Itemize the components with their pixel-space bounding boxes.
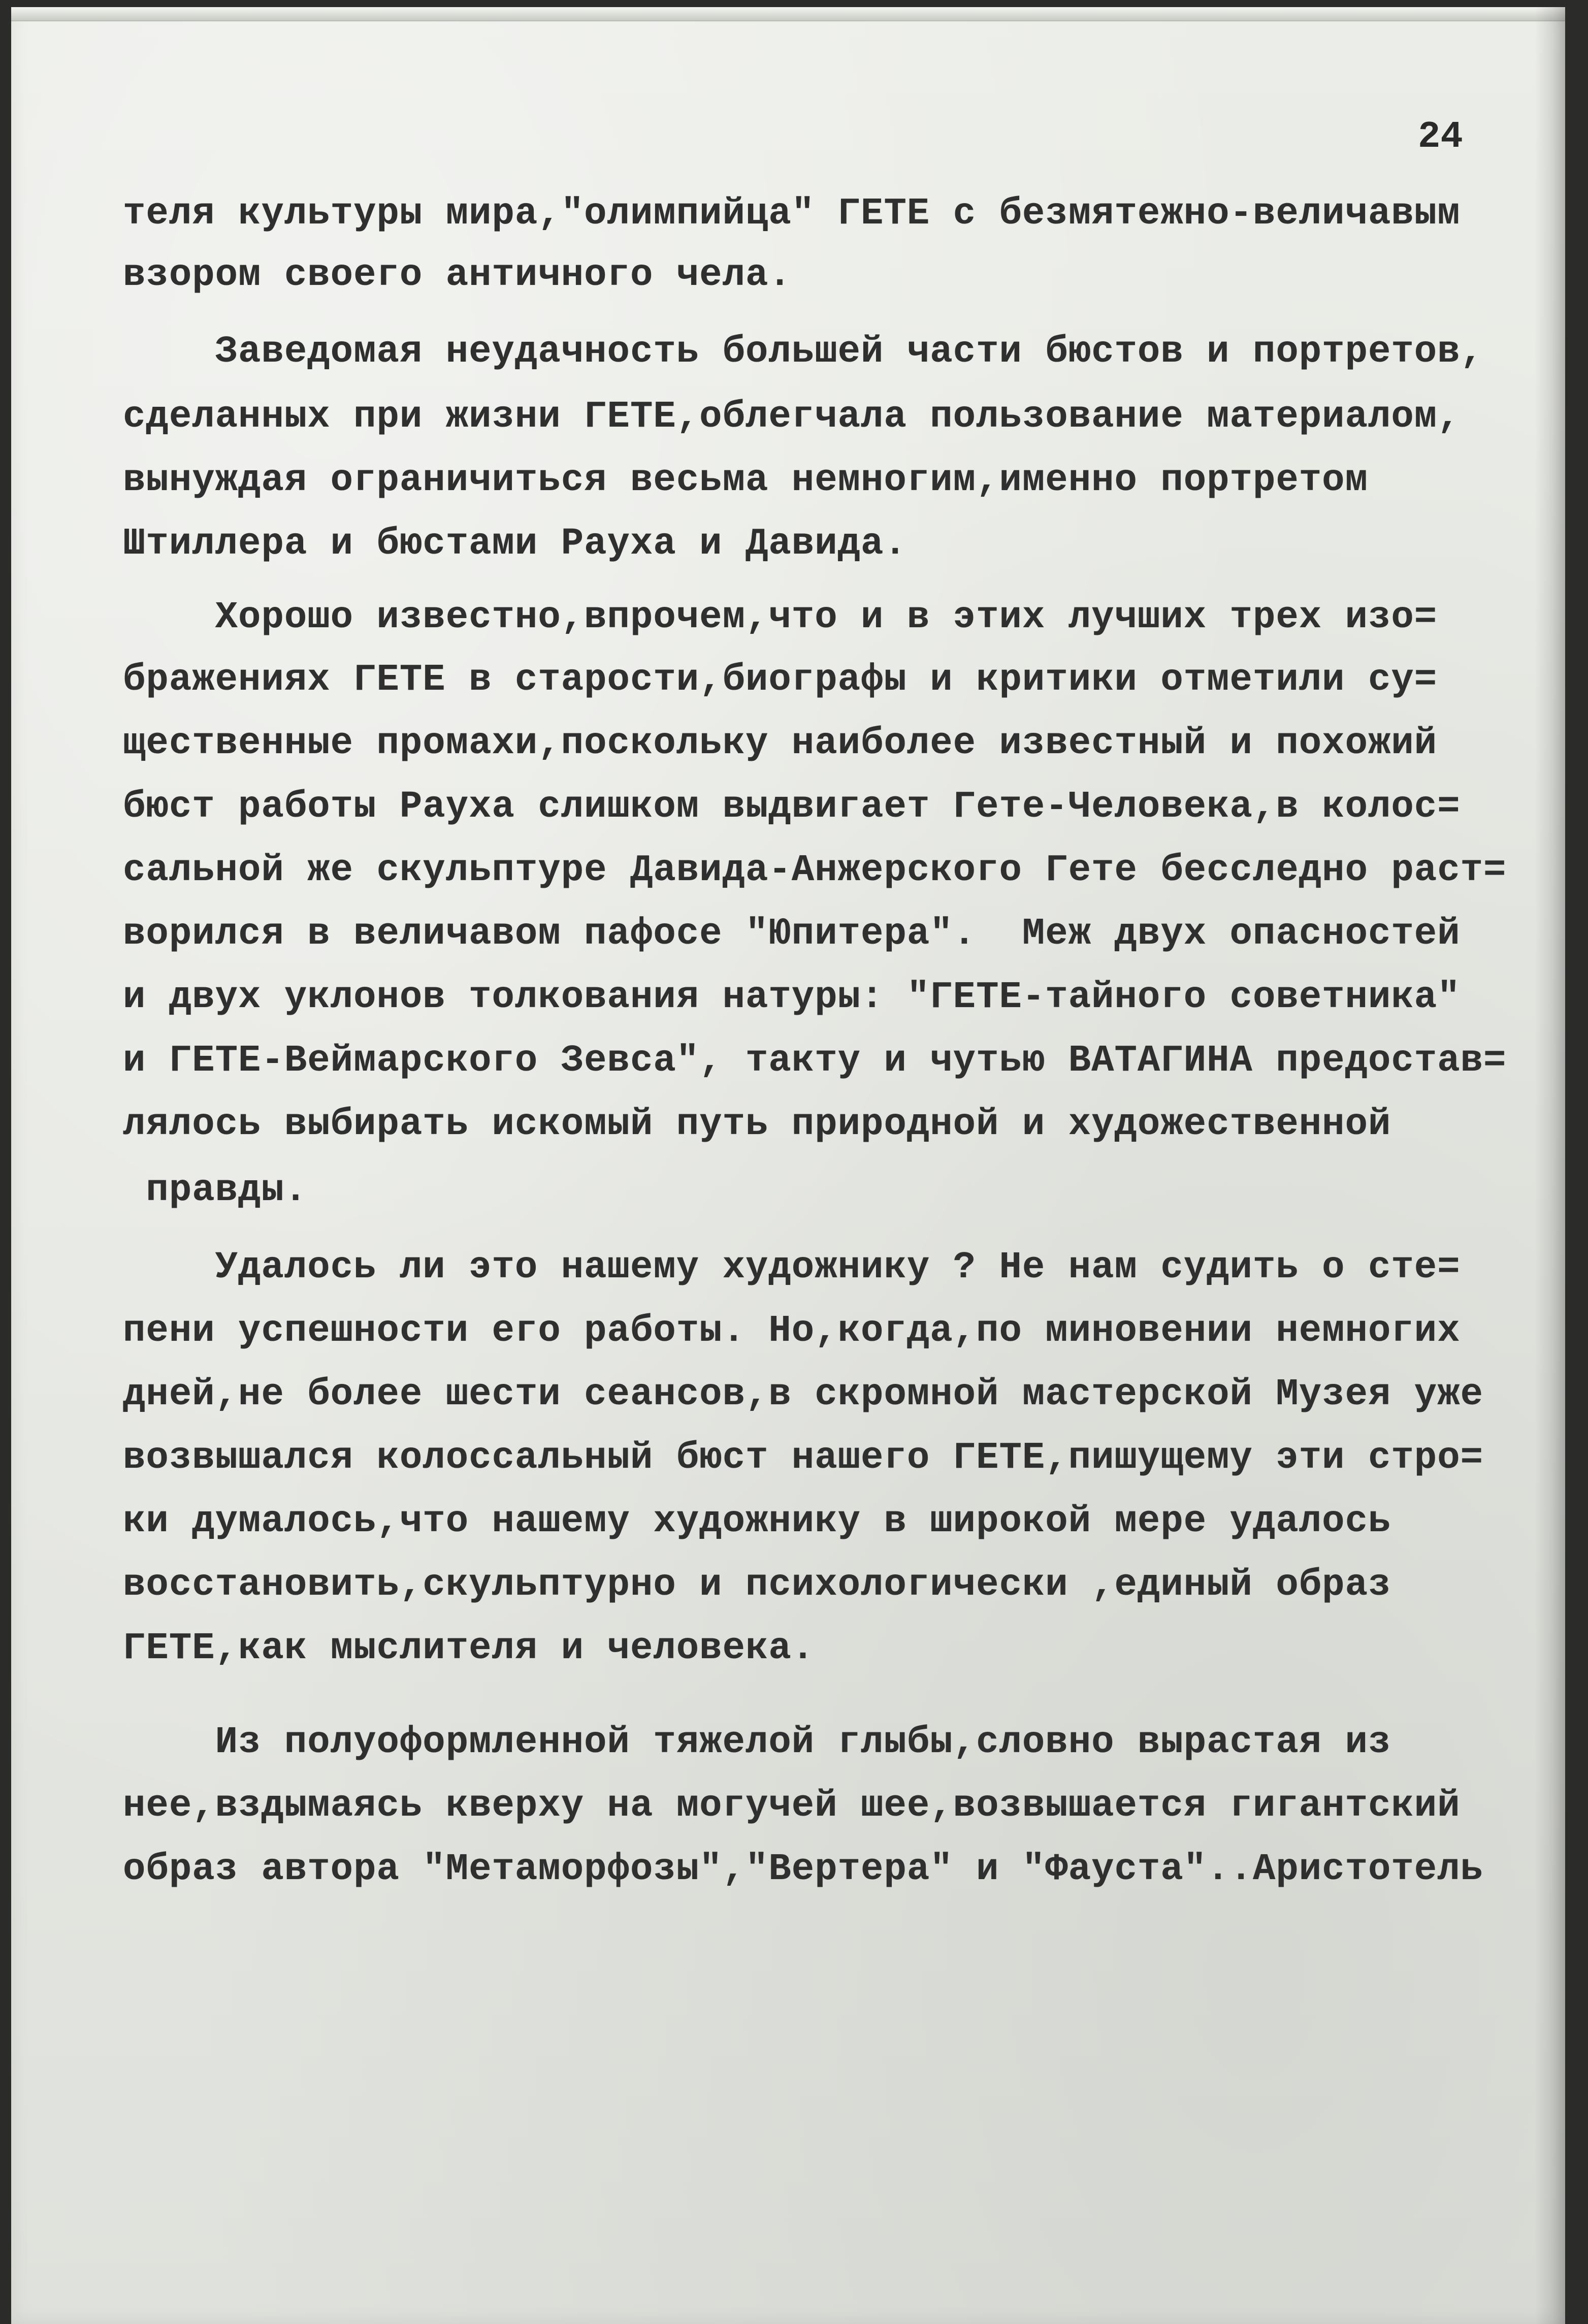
text-line: ГЕТЕ,как мыслителя и человека. <box>123 1627 815 1670</box>
text-line: взором своего античного чела. <box>123 254 792 297</box>
text-line: образ автора "Метаморфозы","Вертера" и "Фауста"..Аристотель <box>123 1848 1484 1891</box>
text-line: вынуждая ограничиться весьма немногим,именно портретом <box>123 459 1368 502</box>
page-number: 24 <box>1418 116 1463 158</box>
page-right-shadow <box>1535 7 1565 2324</box>
page-top-edge <box>11 7 1565 21</box>
text-line: возвышался колоссальный бюст нашего ГЕТЕ,пишущему эти стро= <box>123 1437 1484 1479</box>
text-line: правды. <box>123 1169 308 1212</box>
text-line: ворился в величавом пафосе "Юпитера". Меж двух опасностей <box>123 913 1461 955</box>
text-line: ки думалось,что нашему художнику в широкой мере удалось <box>123 1500 1391 1543</box>
text-line: пени успешности его работы. Но,когда,по миновении немногих <box>123 1310 1461 1352</box>
text-line: Удалось ли это нашему художнику ? Не нам судить о сте= <box>123 1246 1461 1289</box>
text-line: теля культуры мира,"олимпийца" ГЕТЕ с безмятежно-величавым <box>123 192 1461 235</box>
text-line: и ГЕТЕ-Веймарского Зевса", такту и чутью ВАТАГИНА предостав= <box>123 1040 1507 1082</box>
text-line: Заведомая неудачность большей части бюстов и портретов, <box>123 331 1484 373</box>
text-line: лялось выбирать искомый путь природной и художественной <box>123 1103 1391 1146</box>
text-line: Из полуоформленной тяжелой глыбы,словно вырастая из <box>123 1721 1391 1764</box>
text-line: щественные промахи,поскольку наиболее известный и похожий <box>123 722 1438 765</box>
text-line: бюст работы Рауха слишком выдвигает Гете-Человека,в колос= <box>123 786 1461 828</box>
typewritten-page <box>11 7 1565 2324</box>
text-line: и двух уклонов толкования натуры: "ГЕТЕ-тайного советника" <box>123 976 1461 1019</box>
text-line: Хорошо известно,впрочем,что и в этих лучших трех изо= <box>123 596 1438 639</box>
text-line: сальной же скульптуре Давида-Анжерского Гете бесследно раст= <box>123 849 1507 892</box>
text-line: сделанных при жизни ГЕТЕ,облегчала пользование материалом, <box>123 396 1461 438</box>
text-line: дней,не более шести сеансов,в скромной мастерской Музея уже <box>123 1373 1484 1416</box>
text-line: восстановить,скульптурно и психологически ,единый образ <box>123 1564 1391 1606</box>
text-line: Штиллера и бюстами Рауха и Давида. <box>123 523 907 565</box>
text-line: бражениях ГЕТЕ в старости,биографы и критики отметили су= <box>123 659 1438 701</box>
text-line: нее,вздымаясь кверху на могучей шее,возвышается гигантский <box>123 1785 1461 1827</box>
